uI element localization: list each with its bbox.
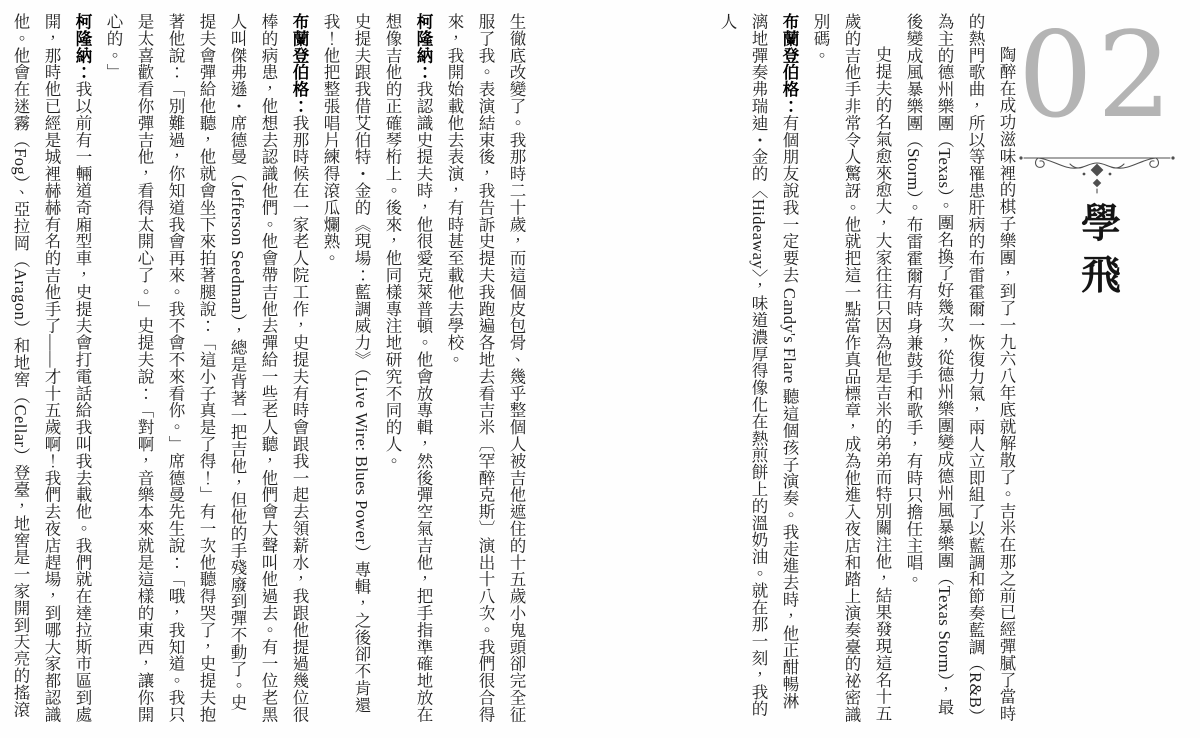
paragraph-quote-continuation: 史提夫跟我借艾伯特・金的《現場：藍調威力》（Live Wire: Blues Power）專輯，之後卻不肯還我！他把整張唱片練得滾瓜爛熟。 <box>321 13 371 714</box>
paragraph-narration: 陶醉在成功滋味裡的棋子樂團，到了一九六八年底就解散了。吉米在那之前已經彈膩了當時的熱門歌曲，所以等罹患肝病的布雷霍爾一恢復力氣，兩人立即組了以藍調和節奏藍調（R&B）為主的德州樂團（Texas）。團名換了好幾次，從德州樂團變成德州風暴樂團（Texas Storm），最後變成風暴樂團（Storm）。布雷霍爾有時身兼鼓手和歌手，有時只擔任主唱。 <box>904 13 1016 722</box>
paragraph-quote: 柯隆納：我以前有一輛道奇廂型車，史提夫會打電話給我叫我去載他。我們就在達拉斯市區到處開，那時他已經是城裡赫赫有名的吉他手了——才十五歲啊！我們去夜店趕場，到哪大家都認識他。他會在迷霧（Fog）、亞拉岡（Aragon）和地窖（Cellar）登臺，地窖是一家開到天亮的搖滾 <box>11 13 92 723</box>
paragraph-quote: 布蘭登伯格：有個朋友說我一定要去 Candy's Flare 聽這個孩子演奏。我走進去時，他正酣暢淋漓地彈奏弗瑞迪・金的〈Hideaway〉，味道濃厚得像化在熱煎餅上的溫奶油。就在那一刻，我的人 <box>718 13 799 718</box>
left-page-body <box>8 13 532 725</box>
paragraph-quote-continuation: 生徹底改變了。我那時二十歲，而這個皮包骨、幾乎整個人被吉他遮住的十五歲小鬼頭卻完全征服了我。表演結束後，我告訴史提夫我跑遍各地去看吉米〔罕醉克斯〕演出十八次。我們很合得來，我開始載他去表演，有時甚至載他去學校。 <box>445 13 526 723</box>
flourish-divider-icon <box>1014 148 1180 196</box>
chapter-title: 學飛 <box>1075 202 1121 305</box>
speaker-name: 柯隆納： <box>414 13 433 81</box>
paragraph-narration: 史提夫的名氣愈來愈大，大家往往只因為他是吉米的弟弟而特別關注他，結果發現這名十五歲的吉他手非常令人驚訝。他就把這一點當作真品標章，成為他進入夜店和踏上演奏臺的祕密識別碼。 <box>811 13 892 723</box>
speaker-name: 布蘭登伯格： <box>290 13 309 115</box>
speaker-name: 布蘭登伯格： <box>780 13 799 115</box>
paragraph-quote: 布蘭登伯格：我那時候在一家老人院工作，史提夫有時會跟我一起去領薪水，我跟他提過幾位很棒的病患，他想去認識他們。他會帶吉他去彈給一些老人聽，他們會大聲叫他過去。有一位老黑人叫傑弗遜・席德曼（Jefferson Seedman），總是背著一把吉他，但他的手殘廢到彈不動了。史提夫會彈給他聽，他就會坐下來拍著腿說：「這小子真是了得！」有一次他聽得哭了，史提夫抱著他說：「別難過，你知道我會再來。我不會不來看你。」席德曼先生說：「哦，我知道。我只是太喜歡看你彈吉他，看得太開心了。」史提夫說：「對啊，音樂本來就是這樣的東西，讓你開心的。」 <box>104 13 309 723</box>
speaker-name: 柯隆納： <box>73 13 92 81</box>
paragraph-quote: 柯隆納：我認識史提夫時，他很愛克萊普頓。他會放專輯，然後彈空氣吉他，把手指準確地放在想像吉他的正確琴桁上。後來，他同樣專注地研究不同的人。 <box>383 13 433 723</box>
chapter-number: 02 <box>1017 6 1177 144</box>
right-page-body <box>680 13 1022 725</box>
